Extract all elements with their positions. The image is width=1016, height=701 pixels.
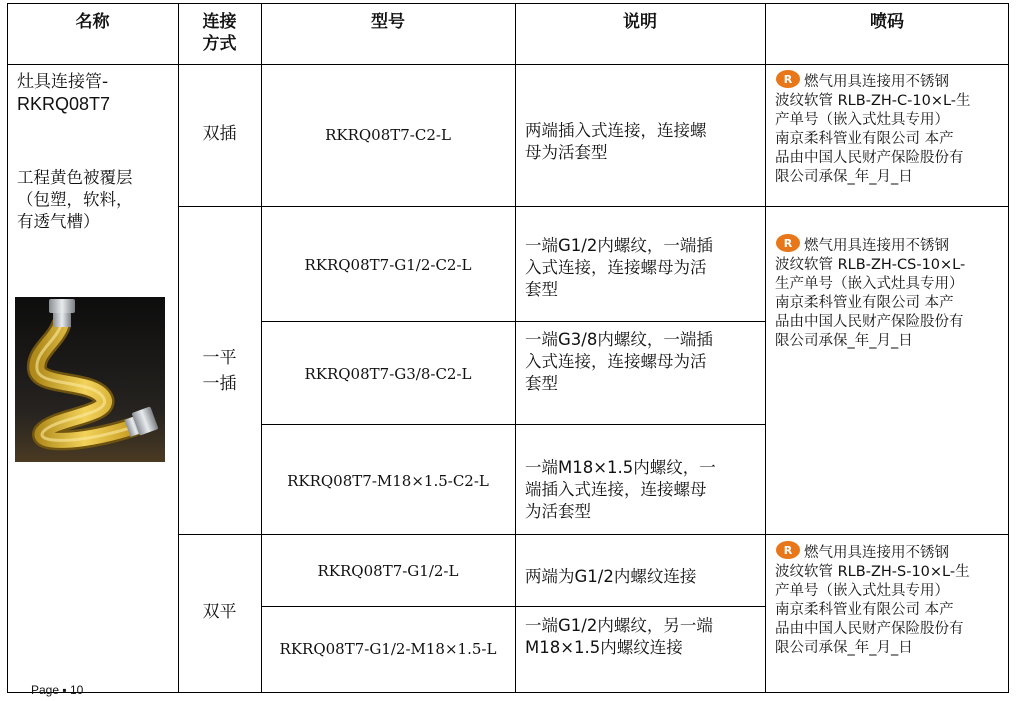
model-cell: RKRQ08T7-G1/2-L	[317, 562, 459, 580]
marking-line: 波纹软管 RLB-ZH-CS-10×L-	[775, 257, 966, 273]
svg-text:R: R	[783, 544, 793, 557]
description-line: 套型	[525, 374, 558, 393]
description-cell	[525, 457, 761, 523]
header-marking: 喷码	[870, 12, 904, 32]
product-photo	[15, 297, 165, 462]
brand-logo-icon	[775, 69, 801, 89]
svg-text:R: R	[783, 73, 793, 86]
model-cell: RKRQ08T7-G1/2-C2-L	[304, 256, 472, 274]
model-cell: RKRQ08T7-G1/2-M18×1.5-L	[279, 640, 497, 658]
description-cell	[525, 615, 761, 659]
description-line: 入式连接，连接螺母为活	[525, 352, 707, 371]
description-line: 端插入式连接，连接螺母	[525, 480, 707, 499]
description-line: 两端为G1/2内螺纹连接	[525, 567, 697, 586]
description-line: 一端G1/2内螺纹，另一端	[525, 616, 713, 635]
marking-line: 南京柔科管业有限公司 本产	[775, 602, 954, 618]
marking-line: 限公司承保_年_月_日	[775, 640, 913, 656]
connection-flat-insert	[178, 345, 261, 397]
marking-line: 波纹软管 RLB-ZH-C-10×L-生	[775, 93, 971, 109]
marking-line: 南京柔科管业有限公司 本产	[775, 295, 954, 311]
description-line: 一端G1/2内螺纹，一端插	[525, 236, 713, 255]
description-cell	[525, 235, 761, 301]
marking-line: 燃气用具连接用不锈钢	[804, 545, 949, 561]
marking-line: 波纹软管 RLB-ZH-S-10×L-生	[775, 564, 970, 580]
connection-flat-insert-line2: 一插	[202, 374, 237, 394]
description-line: 套型	[525, 280, 558, 299]
header-connection	[178, 11, 261, 55]
svg-text:R: R	[783, 237, 793, 250]
product-name-cell	[17, 71, 177, 233]
description-line: M18×1.5内螺纹连接	[525, 638, 683, 657]
header-connection-line2: 方式	[202, 34, 237, 54]
model-cell: RKRQ08T7-C2-L	[325, 126, 451, 144]
marking-line: 生产单号（嵌入式灶具专用）	[775, 276, 964, 292]
page-number: Page ▪ 10	[31, 683, 84, 697]
marking-cell	[775, 69, 1007, 187]
description-cell	[525, 566, 761, 588]
marking-line: 限公司承保_年_月_日	[775, 333, 913, 349]
model-cell: RKRQ08T7-M18×1.5-C2-L	[287, 472, 489, 490]
product-name-line1: 灶具连接管-	[17, 72, 109, 92]
header-connection-line1: 连接	[202, 12, 237, 32]
model-cell: RKRQ08T7-G3/8-C2-L	[304, 365, 472, 383]
marking-line: 燃气用具连接用不锈钢	[804, 238, 949, 254]
description-line: 入式连接，连接螺母为活	[525, 258, 707, 277]
marking-line: 品由中国人民财产保险股份有	[775, 150, 964, 166]
header-description: 说明	[623, 12, 657, 32]
header-model: 型号	[371, 12, 405, 32]
product-coating-line2: （包塑，软料，	[17, 190, 133, 209]
product-coating-line1: 工程黄色被覆层	[17, 168, 133, 187]
description-cell	[525, 329, 761, 395]
marking-line: 燃气用具连接用不锈钢	[804, 74, 949, 90]
product-name-line2: RKRQ08T7	[17, 94, 111, 114]
marking-line: 限公司承保_年_月_日	[775, 169, 913, 185]
description-line: 一端M18×1.5内螺纹，一	[525, 458, 716, 477]
brand-logo-icon	[775, 540, 801, 560]
description-line: 两端插入式连接，连接螺	[525, 121, 707, 140]
marking-line: 产单号（嵌入式灶具专用）	[775, 583, 949, 599]
brand-logo-icon	[775, 233, 801, 253]
connection-flat-insert-line1: 一平	[202, 348, 237, 368]
description-cell	[525, 120, 761, 164]
product-coating-line3: 有透气槽）	[17, 212, 100, 231]
description-line: 母为活套型	[525, 143, 608, 162]
connection-double-insert: 双插	[202, 124, 237, 144]
marking-line: 品由中国人民财产保险股份有	[775, 314, 964, 330]
marking-line: 产单号（嵌入式灶具专用）	[775, 112, 949, 128]
connection-double-flat: 双平	[202, 602, 237, 622]
header-name: 名称	[75, 12, 110, 32]
description-line: 为活套型	[525, 502, 591, 521]
marking-line: 南京柔科管业有限公司 本产	[775, 131, 954, 147]
marking-cell	[775, 233, 1007, 351]
marking-cell	[775, 540, 1007, 658]
description-line: 一端G3/8内螺纹，一端插	[525, 330, 713, 349]
marking-line: 品由中国人民财产保险股份有	[775, 621, 964, 637]
